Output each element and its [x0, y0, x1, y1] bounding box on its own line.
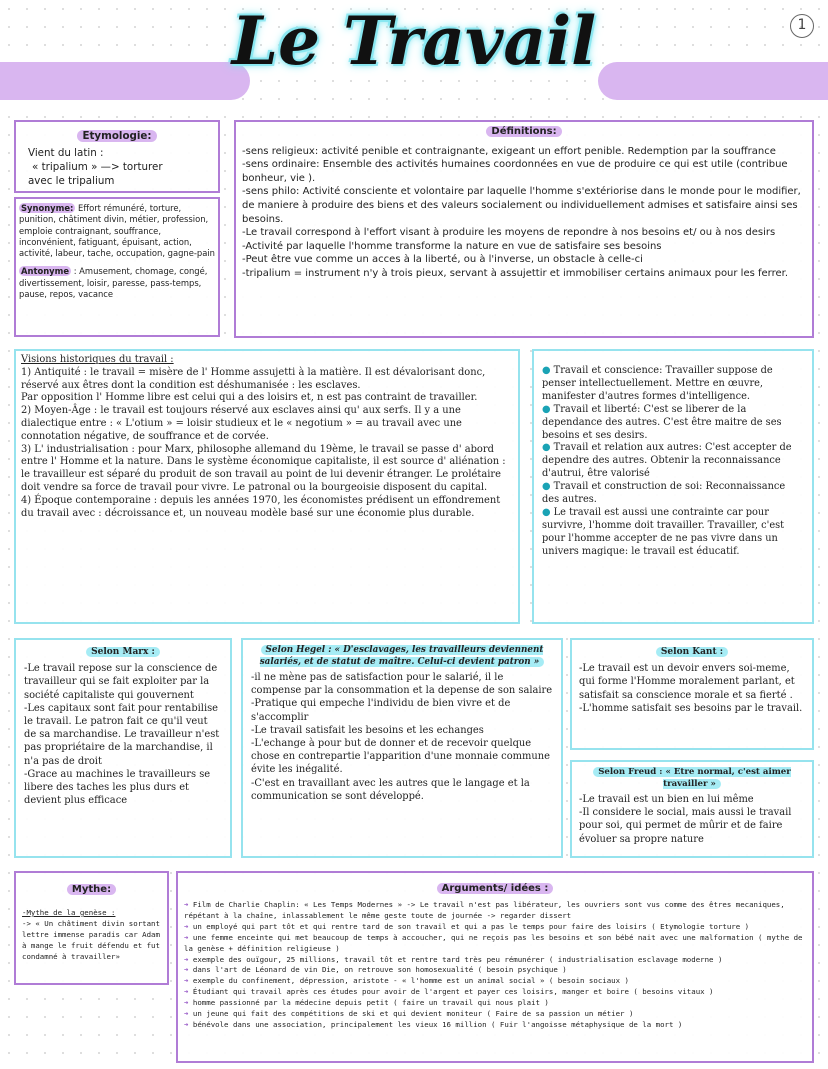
definition-item: -tripalium = instrument n'y à trois pieux, servant à assujettir et immobiliser certains animaux pour les ferrer.: [242, 267, 789, 279]
synonyme-label: Synonyme:: [21, 203, 74, 213]
synonyme-antonyme-box: [14, 197, 220, 337]
visions-paragraph: 3) L' industrialisation : pour Marx, philosophe allemand du 19ème, le travail se passe d' abord entre l' Homme et la nature. Dans le système économique capitaliste, il est source d' aliénation : le travailleur est séparé du produit de son travail au point de lui devenir étranger. Le prolétaire doit vendre sa force de travail pour vivre. Le patronal ou la bourgeoisie disposent du capital.: [21, 443, 506, 493]
argument-item: ➜ dans l'art de Léonard de vin Die, on retrouve son homosexualité ( besoin psychique ): [184, 965, 567, 975]
argument-item: ➜ Film de Charlie Chaplin: « Les Temps Modernes » -> Le travail n'est pas libérateur, les ouvriers sont vus comme des êtres mecaniques, répétant à la chaîne, inlassablement le même geste toute de journée -> regarder dissert: [184, 900, 785, 920]
hegel-title: Selon Hegel : « D'esclavages, les travailleurs deviennent salariés, et de statut de maître. Celui-ci devient patron »: [259, 645, 544, 667]
page-number: 1: [790, 14, 814, 38]
conscience-item: ● Travail et construction de soi: Reconnaissance des autres.: [542, 481, 786, 506]
argument-item: ➜ un employé qui part tôt et qui rentre tard de son travail et qui a pas le temps pour faire des loisirs ( Etymologie torture ): [184, 921, 750, 931]
conscience-item: ● Travail et conscience: Travailler suppose de penser intellectuellement. Mettre en œuvre, manifester d'autres formes d'intelligence.: [542, 365, 773, 402]
antonyme-text: : Amusement, chomage, congé, divertissement, loisir, paresse, pass-temps, pause, repos, vacance: [19, 266, 208, 300]
arrow-icon: ➜: [184, 965, 193, 975]
bullet-icon: ●: [542, 481, 554, 493]
etymologie-line: « tripalium » —> torturer: [32, 161, 163, 173]
definition-item: -sens religieux: activité penible et contraignante, exigeant un effort penible. Redemption par la souffrance: [242, 145, 776, 157]
argument-item: ➜ exemple du confinement, dépression, aristote - « l'homme est un animal social » ( besoin sociaux ): [184, 976, 629, 986]
marx-text: -Le travail repose sur la conscience de travailleur qui se fait exploiter par la société capitaliste qui gouvernent -Les capitaux sont fait pour rentabilise le travail. Le patron fait ce qu'il veut de sa marchandise. Le travailleur n'est pas propriétaire de la marchandise, il n'a pas de droit -Grace au machines le travailleurs se libere des taches les plus durs et devient plus efficace: [24, 663, 220, 807]
definition-item: -Activité par laquelle l'homme transforme la nature en vue de satisfaire ses besoins: [242, 240, 662, 252]
visions-box: [14, 349, 520, 624]
bullet-icon: ●: [542, 442, 554, 454]
conscience-box: [532, 349, 814, 624]
kant-title: Selon Kant :: [656, 647, 728, 657]
arguments-title: Arguments/ idées :: [437, 883, 554, 894]
definition-item: -Peut être vue comme un acces à la liberté, ou à l'inverse, un obstacle à celle-ci: [242, 254, 643, 266]
visions-title: Visions historiques du travail :: [21, 354, 174, 365]
arrow-icon: ➜: [184, 921, 193, 931]
freud-box: [570, 760, 814, 858]
visions-paragraph: Par opposition l' Homme libre est celui qui a des loisirs et, n est pas contraint de travailler.: [21, 392, 478, 404]
arguments-box: [176, 871, 814, 1063]
kant-text: -Le travail est un devoir envers soi-meme, qui forme l'Homme moralement parlant, et satisfait sa conscience morale et sa fierté . -L'homme satisfait ses besoins par le travail.: [579, 663, 803, 714]
argument-item: ➜ une femme enceinte qui met beaucoup de temps à accoucher, qui ne reçois pas les besoins et son bébé nait avec une malformation ( mythe de la genèse + définition religieuse ): [184, 932, 803, 953]
synonyme-block: [19, 203, 215, 259]
freud-title: Selon Freud : « Etre normal, c'est aimer travailler »: [579, 766, 805, 790]
arrow-icon: ➜: [184, 1009, 193, 1019]
visions-paragraph: 2) Moyen-Âge : le travail est toujours réservé aux esclaves ainsi qu' aux serfs. Il y a une dialectique entre : « L'otium » = loisir studieux et le « negotium » = au travail avec une connotation négative, de souffrance et de corvée.: [21, 405, 462, 442]
marx-title: Selon Marx :: [86, 647, 160, 657]
hegel-box: [241, 638, 563, 858]
arrow-icon: ➜: [184, 976, 193, 986]
conscience-item: ● Travail et relation aux autres: C'est accepter de dependre des autres. Obtenir la reconnaissance d'autrui, être valorisé: [542, 442, 792, 480]
antonyme-label: Antonyme: [21, 266, 70, 277]
hegel-text: -il ne mène pas de satisfaction pour le salarié, il le compense par la consommation et la depense de son salaire -Pratique qui empeche l'individu de bien vivre et de s'accomplir -Le travail satisfait les besoins et les echanges -L'echange à pour but de donner et de recevoir quelque chose en contrepartie l'apparition d'une monnaie commune évite les inégalité. -C'est en travaillant avec les autres que le langage et la communication se sont développé.: [251, 672, 553, 802]
argument-item: ➜ bénévole dans une association, principalement les vieux 16 million ( Fuir l'angoisse métaphysique de la mort ): [184, 1019, 683, 1029]
arrow-icon: ➜: [184, 1019, 193, 1029]
definitions-title: Définitions:: [486, 126, 561, 137]
etymologie-line: avec le tripalium: [28, 175, 115, 187]
definition-item: -Le travail correspond à l'effort visant à produire les moyens de repondre à nos besoins et/ ou à nos desirs: [242, 227, 776, 239]
synonyme-text: Effort rémunéré, torture, punition, châtiment divin, métier, profession, emploie contraignant, souffrance, inconvénient, fatiguant, épuisant, action, activité, labeur, tache, occupation, gagne-pain: [19, 203, 215, 259]
etymologie-line: Vient du latin :: [28, 147, 104, 159]
argument-item: ➜ un jeune qui fait des compétitions de ski et qui devient moniteur ( Faire de sa passion un métier ): [184, 1009, 634, 1019]
argument-item: ➜ exemple des ouïgour, 25 millions, travail tôt et rentre tard très peu rémunérer ( industrialisation esclavage moderne ): [184, 954, 723, 964]
mythe-box: [14, 871, 169, 985]
etymologie-box: [14, 120, 220, 193]
antonyme-block: [19, 266, 215, 300]
kant-box: [570, 638, 814, 750]
arrow-icon: ➜: [184, 954, 193, 964]
argument-item: ➜ homme passionné par la médecine depuis petit ( faire un travail qui nous plait ): [184, 998, 549, 1008]
arrow-icon: ➜: [184, 987, 193, 997]
mythe-title: Mythe:: [67, 884, 116, 895]
mythe-text: -> « Un châtiment divin sortant lettre immense paradis car Adam à mange le fruit défendu et fut condamné à travailler»: [22, 918, 160, 961]
visions-paragraph: 1) Antiquité : le travail = misère de l' Homme assujetti à la matière. Il est dévalorisant donc, réservé aux êtres dont la condition est déshumanisée : les esclaves.: [21, 366, 486, 391]
conscience-item: ● Travail et liberté: C'est se liberer de la dependance des autres. C'est être maitre de ses besoins et ses desirs.: [542, 403, 782, 441]
definition-item: -sens ordinaire: Ensemble des activités humaines coordonnées en vue de produire ce qui est utile (contribue bonheur, vie ).: [242, 159, 788, 184]
conscience-item: ● Le travail est aussi une contrainte car pour survivre, l'homme doit travailler. Travailler, c'est pour l'homme accepter de ne pas vivre dans un univers magique: le travail est éducatif.: [542, 506, 785, 557]
freud-text: -Le travail est un bien en lui même -Il considere le social, mais aussi le travail pour soi, qui permet de mûrir et de faire évoluer sa propre nature: [579, 794, 792, 845]
arrow-icon: ➜: [184, 900, 193, 909]
marx-box: [14, 638, 232, 858]
visions-paragraph: 4) Époque contemporaine : depuis les années 1970, les économistes prédisent un effondrement du travail avec : décroissance et, un nouveau modèle basé sur une économie plus durable.: [21, 494, 501, 519]
argument-item: ➜ Étudiant qui travail après ces études pour avoir de l'argent et payer ces loisirs, manger et boire ( besoins vitaux ): [184, 987, 714, 997]
etymologie-title: Etymologie:: [77, 130, 156, 142]
bullet-icon: ●: [542, 365, 554, 376]
mythe-subtitle: -Mythe de la genèse :: [22, 908, 116, 917]
definition-item: -sens philo: Activité consciente et volontaire par laquelle l'homme s'extériorise dans le monde pour le modifier, de maniere à produire des biens et des valeurs socialement ou individuellement admises et satisfaire ainsi ses besoins.: [242, 186, 801, 225]
definitions-box: [234, 120, 814, 338]
page-title: Le Travail: [231, 2, 597, 80]
bullet-icon: ●: [542, 403, 554, 415]
arrow-icon: ➜: [184, 932, 193, 942]
bullet-icon: ●: [542, 506, 554, 518]
arrow-icon: ➜: [184, 998, 193, 1008]
